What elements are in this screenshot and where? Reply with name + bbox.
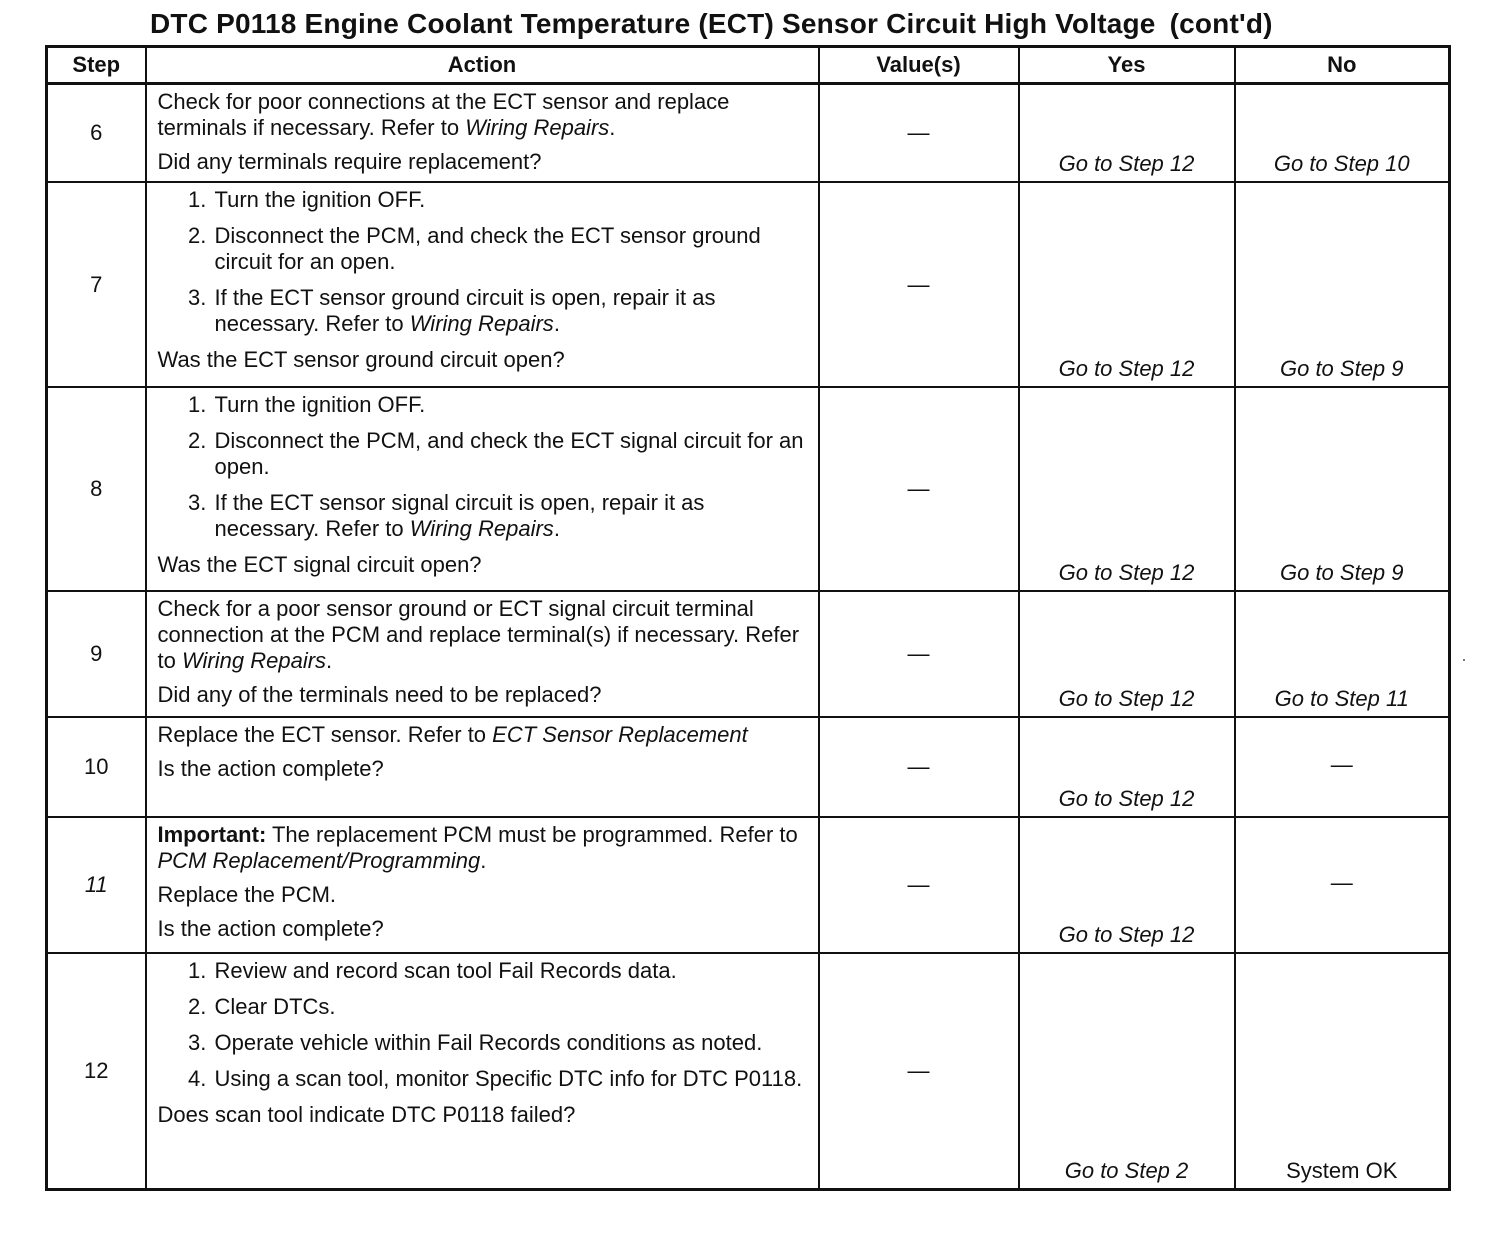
action-step: 2. Disconnect the PCM, and check the ECT signal circuit for an open. [213, 428, 810, 480]
yes-cell: Go to Step 2 [1019, 953, 1235, 1189]
page-title [150, 8, 1450, 40]
table-row [47, 387, 1450, 591]
step-number: 10 [47, 717, 146, 817]
important-note: Important: The replacement PCM must be programmed. Refer to PCM Replacement/Programming. [157, 822, 798, 873]
action-question: Was the ECT signal circuit open? [157, 552, 482, 577]
value-cell: — [819, 817, 1019, 953]
diagnostic-table [45, 45, 1451, 1191]
header-row [47, 47, 1450, 84]
no-cell: Go to Step 11 [1235, 591, 1450, 717]
action-steps [158, 392, 810, 542]
header-yes: Yes [1019, 47, 1235, 84]
value-cell: — [819, 84, 1019, 183]
value-cell: — [819, 953, 1019, 1189]
no-cell: — [1235, 817, 1450, 953]
action-cell [146, 84, 819, 183]
action-cell [146, 717, 819, 817]
value-cell: — [819, 717, 1019, 817]
header-no: No [1235, 47, 1450, 84]
step-number: 11 [47, 817, 146, 953]
no-cell: — [1235, 717, 1450, 817]
step-number: 7 [47, 182, 146, 387]
action-text: Replace the PCM. [157, 882, 337, 907]
step-number: 6 [47, 84, 146, 183]
header-values: Value(s) [819, 47, 1019, 84]
action-cell [146, 387, 819, 591]
header-step: Step [47, 47, 146, 84]
action-question: Is the action complete? [157, 756, 384, 781]
title-text: DTC P0118 Engine Coolant Temperature (ECT) Sensor Circuit High Voltage [150, 8, 1156, 39]
action-step: 2. Clear DTCs. [213, 994, 810, 1020]
action-step: 2. Disconnect the PCM, and check the ECT sensor ground circuit for an open. [213, 223, 810, 275]
action-question: Was the ECT sensor ground circuit open? [157, 347, 565, 372]
action-question: Does scan tool indicate DTC P0118 failed? [157, 1102, 576, 1127]
table-row [47, 717, 1450, 817]
value-cell: — [819, 387, 1019, 591]
action-question: Did any terminals require replacement? [157, 149, 542, 174]
action-step: 3. If the ECT sensor ground circuit is open, repair it as necessary. Refer to Wiring Repairs. [213, 285, 810, 337]
action-steps [158, 958, 810, 1092]
no-cell: System OK [1235, 953, 1450, 1189]
no-cell: Go to Step 10 [1235, 84, 1450, 183]
table-row [47, 84, 1450, 183]
value-cell: — [819, 591, 1019, 717]
action-step: 1. Review and record scan tool Fail Records data. [213, 958, 810, 984]
action-text: Check for poor connections at the ECT sensor and replace terminals if necessary. Refer to Wiring Repairs. [157, 89, 730, 140]
action-cell [146, 817, 819, 953]
step-number: 9 [47, 591, 146, 717]
action-cell [146, 182, 819, 387]
table-row [47, 182, 1450, 387]
yes-cell: Go to Step 12 [1019, 84, 1235, 183]
step-number: 8 [47, 387, 146, 591]
no-cell: Go to Step 9 [1235, 182, 1450, 387]
title-suffix: (cont'd) [1169, 8, 1273, 39]
table-row [47, 817, 1450, 953]
yes-cell: Go to Step 12 [1019, 717, 1235, 817]
action-steps [158, 187, 810, 337]
header-action: Action [146, 47, 819, 84]
action-step: 1. Turn the ignition OFF. [213, 187, 810, 213]
yes-cell: Go to Step 12 [1019, 591, 1235, 717]
yes-cell: Go to Step 12 [1019, 817, 1235, 953]
table-row [47, 953, 1450, 1189]
action-step: 3. If the ECT sensor signal circuit is open, repair it as necessary. Refer to Wiring Repairs. [213, 490, 810, 542]
step-number: 12 [47, 953, 146, 1189]
table-row [47, 591, 1450, 717]
action-cell [146, 591, 819, 717]
action-step: 1. Turn the ignition OFF. [213, 392, 810, 418]
action-text: Check for a poor sensor ground or ECT signal circuit terminal connection at the PCM and replace terminal(s) if necessary. Refer to Wiring Repairs. [157, 596, 800, 673]
value-cell: — [819, 182, 1019, 387]
important-label: Important: [157, 822, 267, 847]
action-question: Is the action complete? [157, 916, 384, 941]
action-cell [146, 953, 819, 1189]
no-cell: Go to Step 9 [1235, 387, 1450, 591]
action-text: Replace the ECT sensor. Refer to ECT Sensor Replacement [157, 722, 748, 747]
action-step: 4. Using a scan tool, monitor Specific DTC info for DTC P0118. [213, 1066, 810, 1092]
yes-cell: Go to Step 12 [1019, 182, 1235, 387]
scan-speck [1463, 659, 1465, 661]
action-step: 3. Operate vehicle within Fail Records conditions as noted. [213, 1030, 810, 1056]
yes-cell: Go to Step 12 [1019, 387, 1235, 591]
action-question: Did any of the terminals need to be replaced? [157, 682, 602, 707]
